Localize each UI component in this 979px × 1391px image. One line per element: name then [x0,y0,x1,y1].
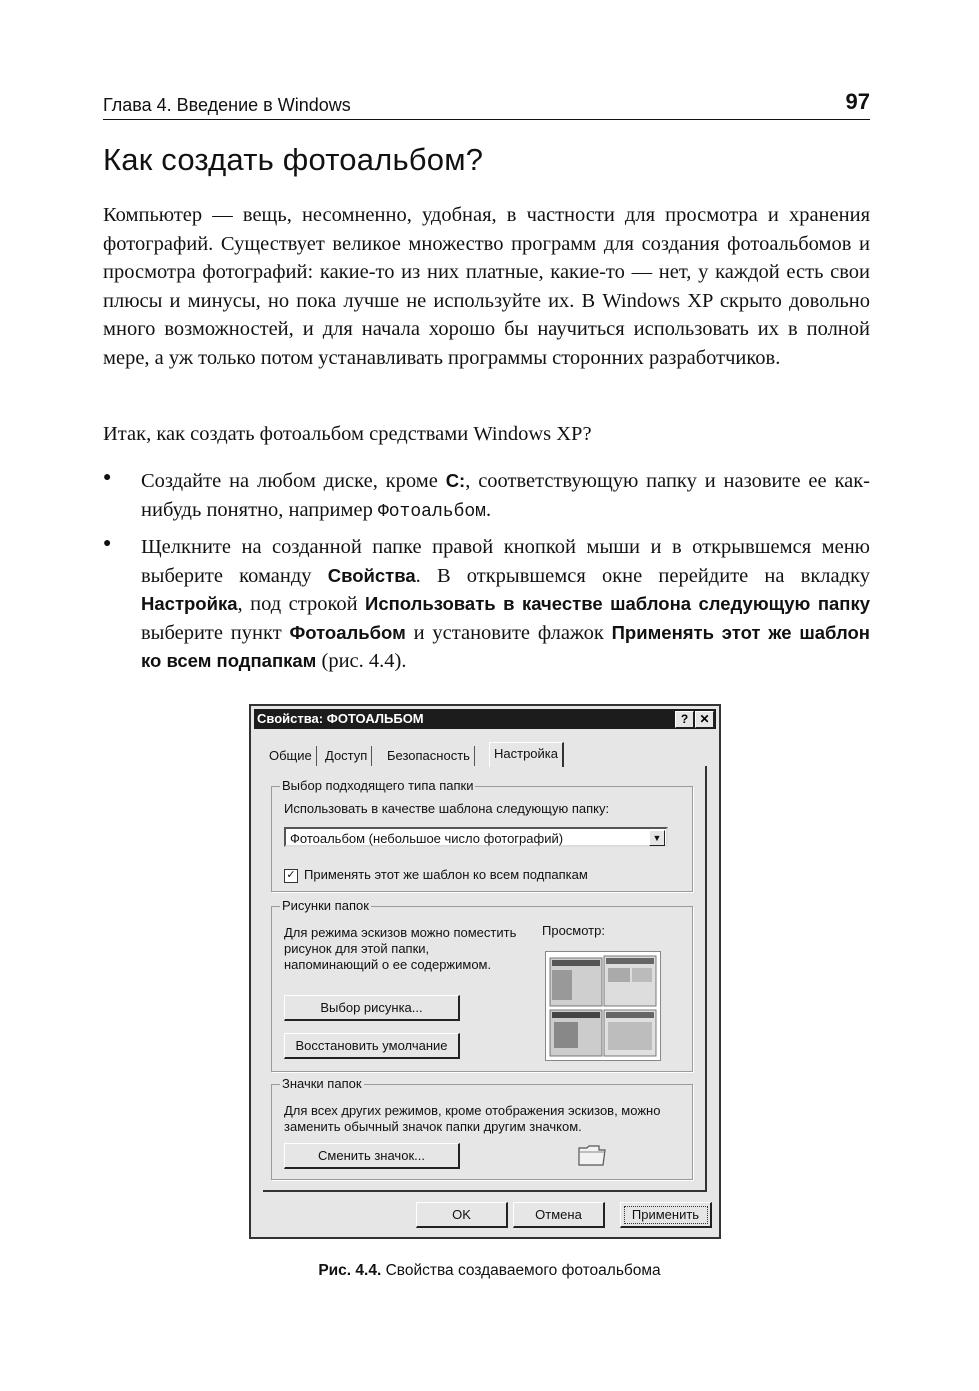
bullet-dot: ● [103,536,112,551]
ok-button[interactable]: OK [416,1202,508,1228]
template-label: Использовать в качестве шаблона следующую папку: [284,801,610,816]
preview-label: Просмотр: [542,923,605,938]
figure-caption-text: Свойства создаваемого фотоальбома [381,1262,661,1279]
group-legend: Выбор подходящего типа папки [282,778,474,793]
icons-description: Для всех других режимов, кроме отображения эскизов, можно заменить обычный значок папки другим значком. [284,1103,661,1134]
figure-caption-label: Рис. 4.4. [318,1262,382,1279]
template-select[interactable] [284,827,668,847]
list-item-1-text-a: Создайте на любом диске, кроме [141,470,446,492]
list-item-2-text-a: Щелкните на созданной папке правой кнопкой мыши и в открывшемся меню выберите команду [141,536,870,587]
paragraph-intro: Компьютер — вещь, несомненно, удобная, в частности для просмотра и хранения фотографий. Существует великое множество программ для создания фотоальбомов и просмотра фотографий: какие-то из них платные, какие-то — нет, у каждой есть свои плюсы и минусы, но пока лучше не используйте их. В Windows XP скрыто довольно много возможностей, и для начала хорошо бы научиться использовать их в полной мере, а уж только потом устанавливать программы сторонних разработчиков. [103,204,870,369]
paragraph-question: Итак, как создать фотоальбом средствами Windows XP? [103,423,592,445]
option-line: Использовать в качестве шаблона следующую папку [365,593,871,615]
properties-dialog [249,704,721,1239]
tab-name: Настройка [141,593,238,615]
group-legend: Рисунки папок [282,898,369,913]
list-item-1-text-b: , соответствующую папку и назовите ее как-нибудь понятно, например [141,470,870,521]
change-icon-button[interactable]: Сменить значок... [284,1143,460,1169]
tab-security[interactable]: Безопасность [383,746,475,766]
apply-subfolders-label: Применять этот же шаблон ко всем подпапкам [304,867,588,882]
chevron-down-icon[interactable]: ▼ [649,830,665,846]
folder-pictures-group [271,898,693,1072]
pictures-description: Для режима эскизов можно поместить рисунок для этой папки, напоминающий о ее содержимом. [284,925,517,972]
choose-picture-button[interactable]: Выбор рисунка... [284,995,460,1021]
list-item-1-text-c: . [485,498,492,521]
command-name: Свойства [327,564,416,586]
drive-label: C: [445,470,466,491]
figure-caption [0,1262,979,1280]
folder-icon [577,1143,607,1167]
option-item: Фотоальбом [289,621,406,643]
bullet-dot: ● [103,470,112,485]
apply-subfolders-checkbox[interactable]: ✓ [284,869,298,883]
folder-name: Фотоальбом [377,501,486,522]
tab-customize[interactable]: Настройка [489,742,564,767]
list-item-2-text-e: и установите флажок [405,621,612,644]
folder-type-group [271,778,693,892]
tab-general[interactable]: Общие [265,746,317,766]
tab-sharing[interactable]: Доступ [321,746,372,766]
list-item-2-text-f: (рис. 4.4). [316,650,407,673]
list-item-2-text-c: , под строкой [237,593,366,616]
list-item-1 [141,467,870,526]
cancel-button[interactable]: Отмена [513,1202,605,1228]
list-item-2 [141,533,870,676]
checkbox-name: Применять этот же шаблон ко всем подпапкам [141,621,870,672]
list-item-2-text-b: . В открывшемся окне перейдите на вкладку [415,564,870,587]
close-button[interactable]: ✕ [695,711,714,728]
chapter-title: Глава 4. Введение в Windows [103,95,351,115]
help-button[interactable]: ? [675,711,694,728]
page-number: 97 [845,89,870,114]
running-head [103,89,870,120]
dialog-titlebar [254,709,716,729]
section-title: Как создать фотоальбом? [103,142,484,177]
folder-icons-group [271,1076,693,1180]
template-select-value: Фотоальбом (небольшое число фотографий) [290,831,564,846]
list-item-2-text-d: выберите пункт [141,621,290,644]
group-legend: Значки папок [282,1076,362,1091]
preview-image [545,951,661,1061]
dialog-title: Свойства: ФОТОАЛЬБОМ [257,711,424,726]
apply-button[interactable]: Применить [620,1202,712,1228]
restore-default-button[interactable]: Восстановить умолчание [284,1033,460,1059]
preview-thumbnails [546,952,660,1060]
